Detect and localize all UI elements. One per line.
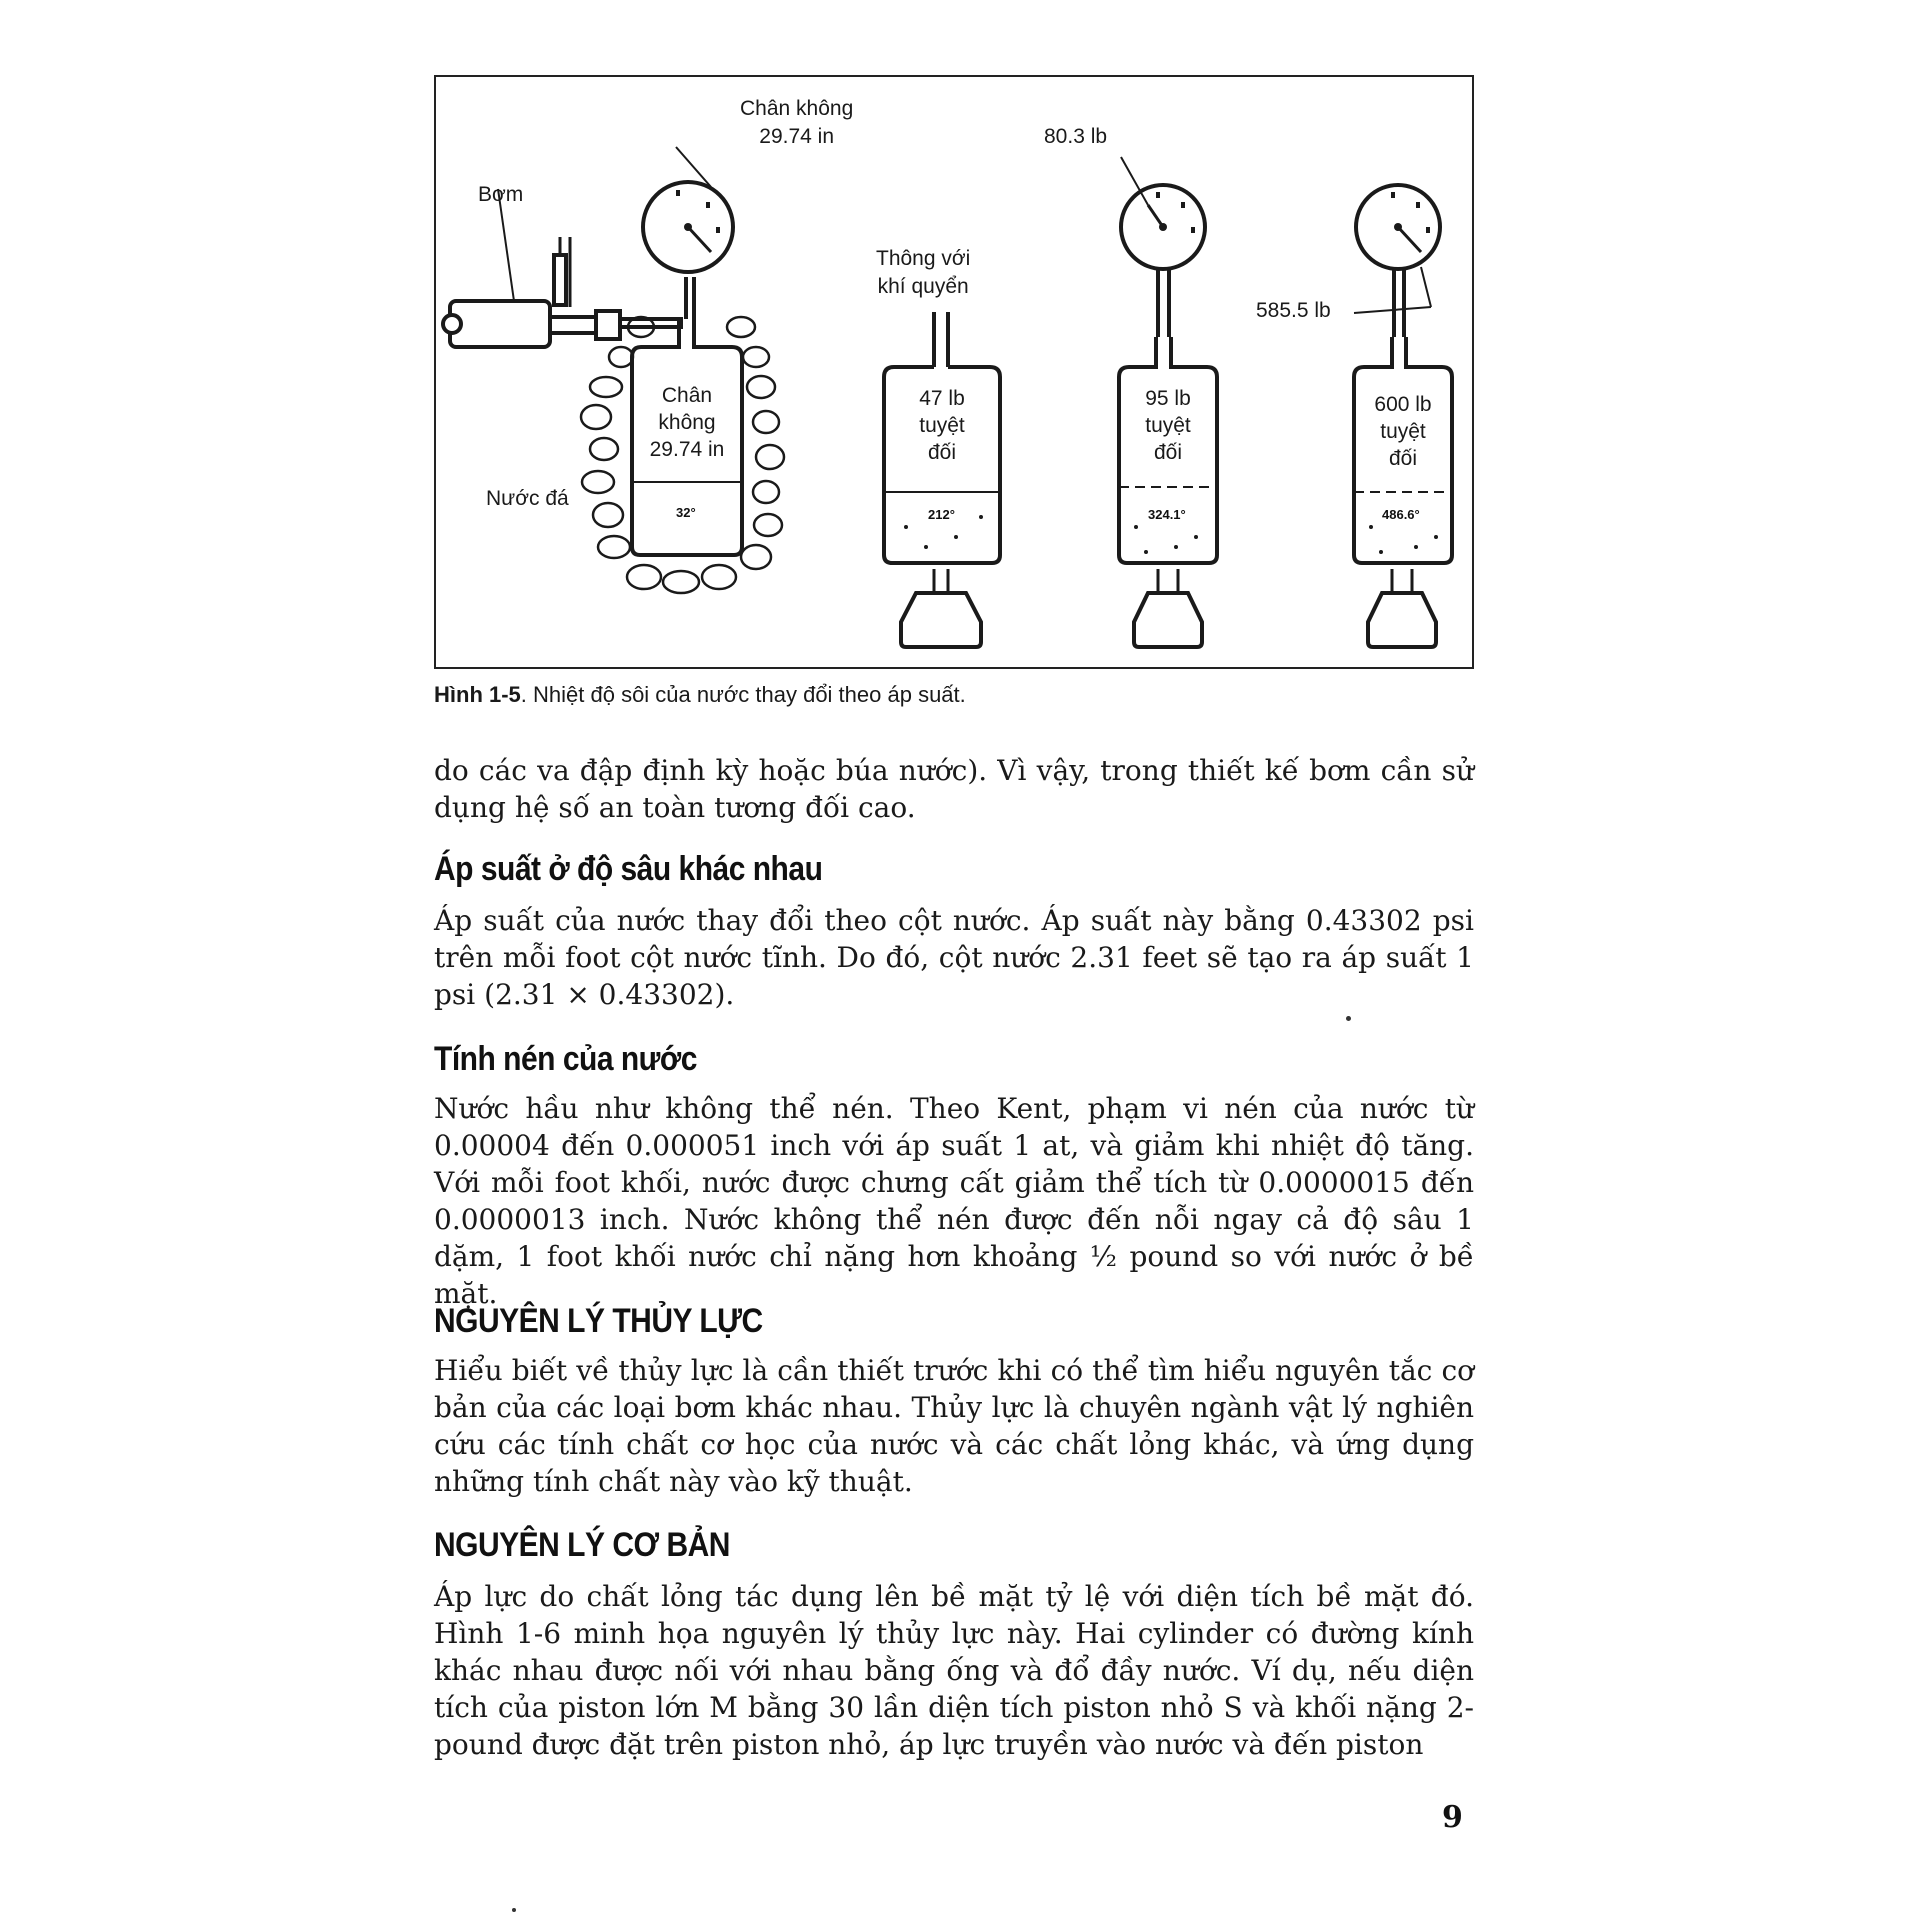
burner-4 bbox=[1368, 593, 1436, 647]
heading-hydraulic-principle: NGUYÊN LÝ THỦY LỰC bbox=[434, 1302, 763, 1340]
pump-valve bbox=[554, 255, 566, 305]
figure-caption bbox=[434, 682, 966, 708]
label-pump: Bơm bbox=[478, 183, 524, 206]
figure-boiling-point bbox=[434, 75, 1474, 669]
label-ice: Nước đá bbox=[486, 487, 569, 510]
paragraph-compressibility: Nước hầu như không thể nén. Theo Kent, phạm vi nén của nước từ 0.00004 đến 0.000051 inch với áp suất 1 at, và giảm khi nhiệt độ tăng. Với mỗi foot khối, nước được chưng cất giảm thể tích từ 0.0000015 đến 0.0000013 inch. Nước không thể nén được đến nỗi ngay cả độ sâu 1 dặm, 1 foot khối nước chỉ nặng hơn khoảng ½ pound so với nước ở bề mặt. bbox=[434, 1092, 1474, 1310]
vessel-2-temp: 212° bbox=[928, 507, 955, 522]
vessel-2-label: 47 lb tuyệt đối bbox=[919, 387, 965, 464]
vessel-3-temp: 324.1° bbox=[1148, 507, 1186, 522]
heading-compressibility: Tính nén của nước bbox=[434, 1040, 697, 1078]
heading-basic-principle: NGUYÊN LÝ CƠ BẢN bbox=[434, 1526, 730, 1564]
paragraph-hydraulic-principle: Hiểu biết về thủy lực là cần thiết trước khi có thể tìm hiểu nguyên tắc cơ bản của các loại bơm khác nhau. Thủy lực là chuyên ngành vật lý nghiên cứu các tính chất cơ học của nước và các chất lỏng khác, và ứng dụng những tính chất này vào kỹ thuật. bbox=[434, 1354, 1474, 1498]
print-speck bbox=[512, 1908, 516, 1912]
figure-drawing bbox=[436, 77, 1476, 671]
paragraph-basic-principle: Áp lực do chất lỏng tác dụng lên bề mặt tỷ lệ với diện tích bề mặt đó. Hình 1-6 minh họa nguyên lý thủy lực này. Hai cylinder có đường kính khác nhau được nối với nhau bằng ống và đổ đầy nước. Ví dụ, nếu diện tích của piston lớn M bằng 30 lần diện tích piston nhỏ S và khối nặng 2-pound được đặt trên piston nhỏ, áp lực truyền vào nước và đến piston bbox=[434, 1580, 1474, 1761]
burner-2 bbox=[901, 593, 981, 647]
label-vacuum-gauge bbox=[740, 95, 853, 151]
caption-label: Hình 1-5 bbox=[434, 682, 521, 707]
label-vacuum-gauge-text: Chân không 29.74 in bbox=[740, 97, 854, 148]
vessel-1-temp: 32° bbox=[676, 505, 696, 520]
page-number: 9 bbox=[1442, 1800, 1463, 1835]
pump-end bbox=[443, 315, 461, 333]
label-vent: Thông với khí quyển bbox=[876, 247, 971, 298]
paragraph-intro: do các va đập định kỳ hoặc búa nước). Vì vậy, trong thiết kế bơm cần sử dụng hệ số an toàn tương đối cao. bbox=[434, 754, 1474, 824]
caption-text: . Nhiệt độ sôi của nước thay đổi theo áp suất. bbox=[520, 682, 966, 707]
gauge-marks bbox=[676, 190, 1430, 233]
vessel-1-label: Chân không 29.74 in bbox=[649, 384, 725, 461]
paragraph-pressure-depth: Áp suất của nước thay đổi theo cột nước. Áp suất này bằng 0.43302 psi trên mỗi foot cột nước tĩnh. Do đó, cột nước 2.31 feet sẽ tạo ra áp suất 1 psi (2.31 × 0.43302). bbox=[434, 904, 1474, 1011]
vessel-3-label: 95 lb tuyệt đối bbox=[1145, 387, 1191, 464]
burner-3 bbox=[1134, 593, 1202, 647]
print-speck bbox=[1346, 1016, 1351, 1021]
vessel-4-label: 600 lb tuyệt đối bbox=[1374, 393, 1432, 470]
vessel-4-temp: 486.6° bbox=[1382, 507, 1420, 522]
pump-body bbox=[450, 301, 550, 347]
heading-pressure-depth: Áp suất ở độ sâu khác nhau bbox=[434, 850, 823, 888]
label-gauge-80: 80.3 lb bbox=[1044, 125, 1108, 148]
label-gauge-585: 585.5 lb bbox=[1256, 299, 1331, 322]
